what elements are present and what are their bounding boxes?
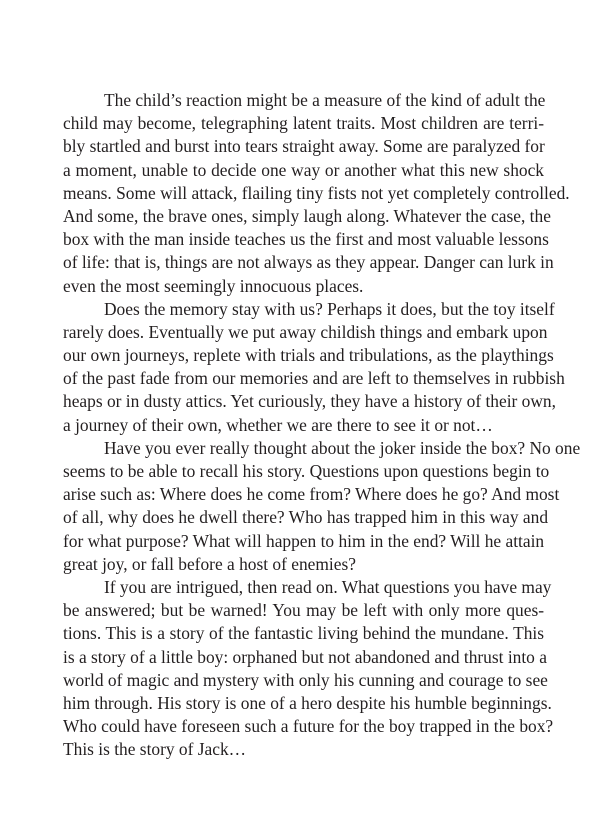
text-line: him through. His story is one of a hero despite his humble beginnings. xyxy=(63,692,552,713)
text-line: If you are intrigued, then read on. What questions you have may xyxy=(104,576,552,597)
text-line: heaps or in dusty attics. Yet curiously, they have a history of their own, xyxy=(63,391,556,412)
text-line: a journey of their own, whether we are there to see it or not… xyxy=(63,414,493,435)
text-line: Does the memory stay with us? Perhaps it does, but the toy itself xyxy=(104,298,555,319)
text-line: a moment, unable to decide one way or another what this new shock xyxy=(63,159,544,180)
text-line: This is the story of Jack… xyxy=(63,739,247,760)
text-line: Who could have foreseen such a future for the boy trapped in the box? xyxy=(63,716,554,737)
paragraph-4 xyxy=(63,576,554,762)
text-line: child may become, telegraphing latent traits. Most children are terri- xyxy=(63,113,544,134)
text-line: tions. This is a story of the fantastic living behind the mundane. This xyxy=(63,623,544,644)
text-line: of all, why does he dwell there? Who has trapped him in this way and xyxy=(63,507,549,528)
text-line: The child’s reaction might be a measure of the kind of adult the xyxy=(104,90,546,110)
text-line: is a story of a little boy: orphaned but not abandoned and thrust into a xyxy=(63,646,547,667)
paragraph-3 xyxy=(63,437,581,576)
text-line: for what purpose? What will happen to him in the end? Will he attain xyxy=(63,530,545,551)
text-line: be answered; but be warned! You may be left with only more ques- xyxy=(63,600,544,621)
paragraph-1 xyxy=(63,89,570,298)
paragraph-2 xyxy=(63,298,565,437)
text-line: our own journeys, replete with trials and tribulations, as the playthings xyxy=(63,345,554,366)
text-line: And some, the brave ones, simply laugh along. Whatever the case, the xyxy=(63,205,551,226)
text-line: bly startled and burst into tears straight away. Some are paralyzed for xyxy=(63,136,545,157)
text-line: arise such as: Where does he come from? Where does he go? And most xyxy=(63,484,560,505)
text-line: means. Some will attack, flailing tiny fists not yet completely controlled. xyxy=(63,182,570,203)
page-body xyxy=(63,89,581,761)
text-line: rarely does. Eventually we put away childish things and embark upon xyxy=(63,321,548,342)
text-line: of life: that is, things are not always as they appear. Danger can lurk in xyxy=(63,252,554,273)
text-line: of the past fade from our memories and are left to themselves in rubbish xyxy=(63,368,565,389)
text-line: world of magic and mystery with only his cunning and courage to see xyxy=(63,669,548,690)
text-line: Have you ever really thought about the joker inside the box? No one xyxy=(104,437,581,458)
text-line: great joy, or fall before a host of enemies? xyxy=(63,553,356,574)
text-line: box with the man inside teaches us the first and most valuable lessons xyxy=(63,229,549,250)
text-line: seems to be able to recall his story. Questions upon questions begin to xyxy=(63,461,550,481)
text-line: even the most seemingly innocuous places. xyxy=(63,275,364,296)
